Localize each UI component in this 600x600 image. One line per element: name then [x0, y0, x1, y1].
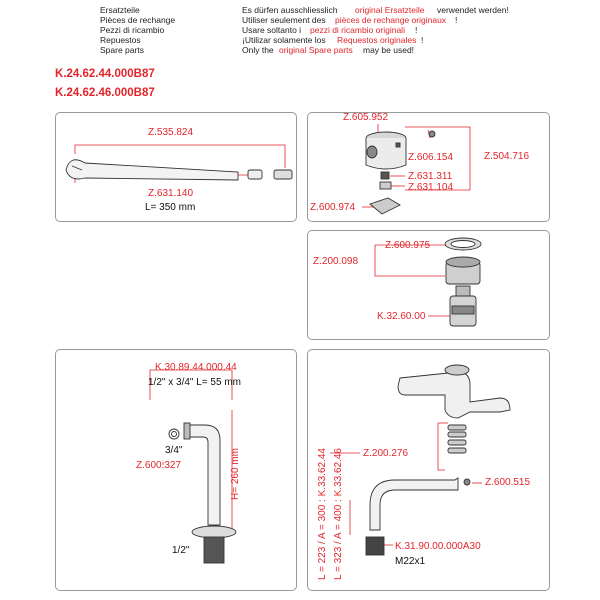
- notice-es-pre: ¡Utilizar solamente los: [242, 35, 326, 45]
- elbow-pipe: [188, 425, 220, 525]
- header-lang-de: Ersatzteile: [100, 5, 140, 15]
- spout-pipe: [370, 478, 458, 530]
- notice-de-post: verwendet werden!: [437, 5, 509, 15]
- handle-code-bottom: Z.631.140: [148, 188, 194, 199]
- elbow-flange: [192, 526, 236, 538]
- elbow-code: K.30.89.44.000.44: [155, 362, 237, 373]
- knob-code-6: Z.600.974: [310, 202, 356, 213]
- aerator-code: K.31.90.00.000A30: [395, 541, 481, 552]
- knob-hole: [367, 146, 377, 158]
- spout-seal-1: [448, 425, 466, 430]
- spout-length-a: L = 223 / A = 300 : K.33.62.44: [317, 448, 328, 580]
- elbow-thread: [184, 423, 190, 439]
- knob-pin: [396, 143, 400, 147]
- cartridge-code-3: K.32.60.00: [377, 311, 426, 322]
- elbow-seal-code: Z.600.327: [136, 460, 182, 471]
- knob-code-5: Z.631.104: [408, 182, 454, 193]
- mixer-cap: [445, 365, 469, 375]
- knob-code-3: Z.504.716: [484, 151, 530, 162]
- handle-rod: [66, 160, 238, 180]
- knob-insert: [381, 172, 389, 179]
- mixer-body: [398, 372, 510, 418]
- notice-en-red: original Spare parts: [279, 45, 353, 55]
- elbow-bottom-thread: [204, 537, 224, 563]
- elbow-size: 1/2" x 3/4" L= 55 mm: [148, 377, 241, 388]
- part-outlines: [66, 131, 510, 563]
- article-number-1: K.24.62.44.000B87: [55, 68, 155, 80]
- spout-nut-code: Z.600.515: [485, 477, 531, 488]
- notice-es-red: Requestos originales: [337, 35, 417, 45]
- knob-code-1: Z.605.952: [343, 112, 389, 123]
- spout-screw: [464, 479, 470, 485]
- article-number-2: K.24.62.46.000B87: [55, 87, 155, 99]
- notice-fr-post: !: [455, 15, 458, 25]
- aerator: [366, 537, 384, 555]
- spout-seal-code: Z.200.276: [363, 448, 409, 459]
- elbow-bottom-label: 1/2": [172, 545, 190, 556]
- elbow-seal-inner: [172, 432, 177, 437]
- notice-it-red: pezzi di ricambio originali: [310, 25, 405, 35]
- rod-thread: [274, 170, 292, 179]
- spout-length-b: L = 323 / A = 400 : K.33.62.46: [333, 448, 344, 580]
- notice-en-pre: Only the: [242, 45, 274, 55]
- header-lang-es: Repuestos: [100, 35, 141, 45]
- elbow-height: H= 260 mm: [230, 448, 241, 500]
- elbow-thread-label: 3/4": [165, 445, 183, 456]
- notice-de-pre: Es dürfen ausschliesslich: [242, 5, 338, 15]
- notice-it-pre: Usare soltanto i: [242, 25, 302, 35]
- aerator-thread: M22x1: [395, 556, 426, 567]
- cartridge-code-2: Z.200.098: [313, 256, 359, 267]
- cartridge-stem: [456, 286, 470, 296]
- rod-nut: [248, 170, 262, 179]
- knob-code-2: Z.606.154: [408, 152, 454, 163]
- knob-lever: [370, 198, 400, 214]
- header-lang-it: Pezzi di ricambio: [100, 25, 165, 35]
- cartridge-code-1: Z.600.975: [385, 240, 431, 251]
- knob-screw: [429, 131, 435, 137]
- notice-en-post: may be used!: [363, 45, 415, 55]
- notice-de-red: original Ersatzteile: [355, 5, 425, 15]
- notice-it-post: !: [415, 25, 418, 35]
- cartridge-ring-inner: [451, 241, 475, 248]
- cartridge-band: [452, 306, 474, 314]
- handle-length: L= 350 mm: [145, 202, 196, 213]
- knob-adapter: [380, 182, 391, 189]
- handle-code-top: Z.535.824: [148, 127, 194, 138]
- notice-fr-pre: Utiliser seulement des: [242, 15, 326, 25]
- cartridge-seat-top: [446, 257, 480, 267]
- knob-code-4: Z.631.311: [408, 171, 453, 182]
- notice-fr-red: pièces de rechange originaux: [335, 15, 447, 25]
- spout-seal-4: [448, 448, 466, 453]
- header-lang-en: Spare parts: [100, 45, 144, 55]
- header-lang-fr: Pièces de rechange: [100, 15, 176, 25]
- notice-es-post: !: [421, 35, 424, 45]
- spout-seal-2: [448, 432, 466, 437]
- spout-seal-3: [448, 440, 466, 445]
